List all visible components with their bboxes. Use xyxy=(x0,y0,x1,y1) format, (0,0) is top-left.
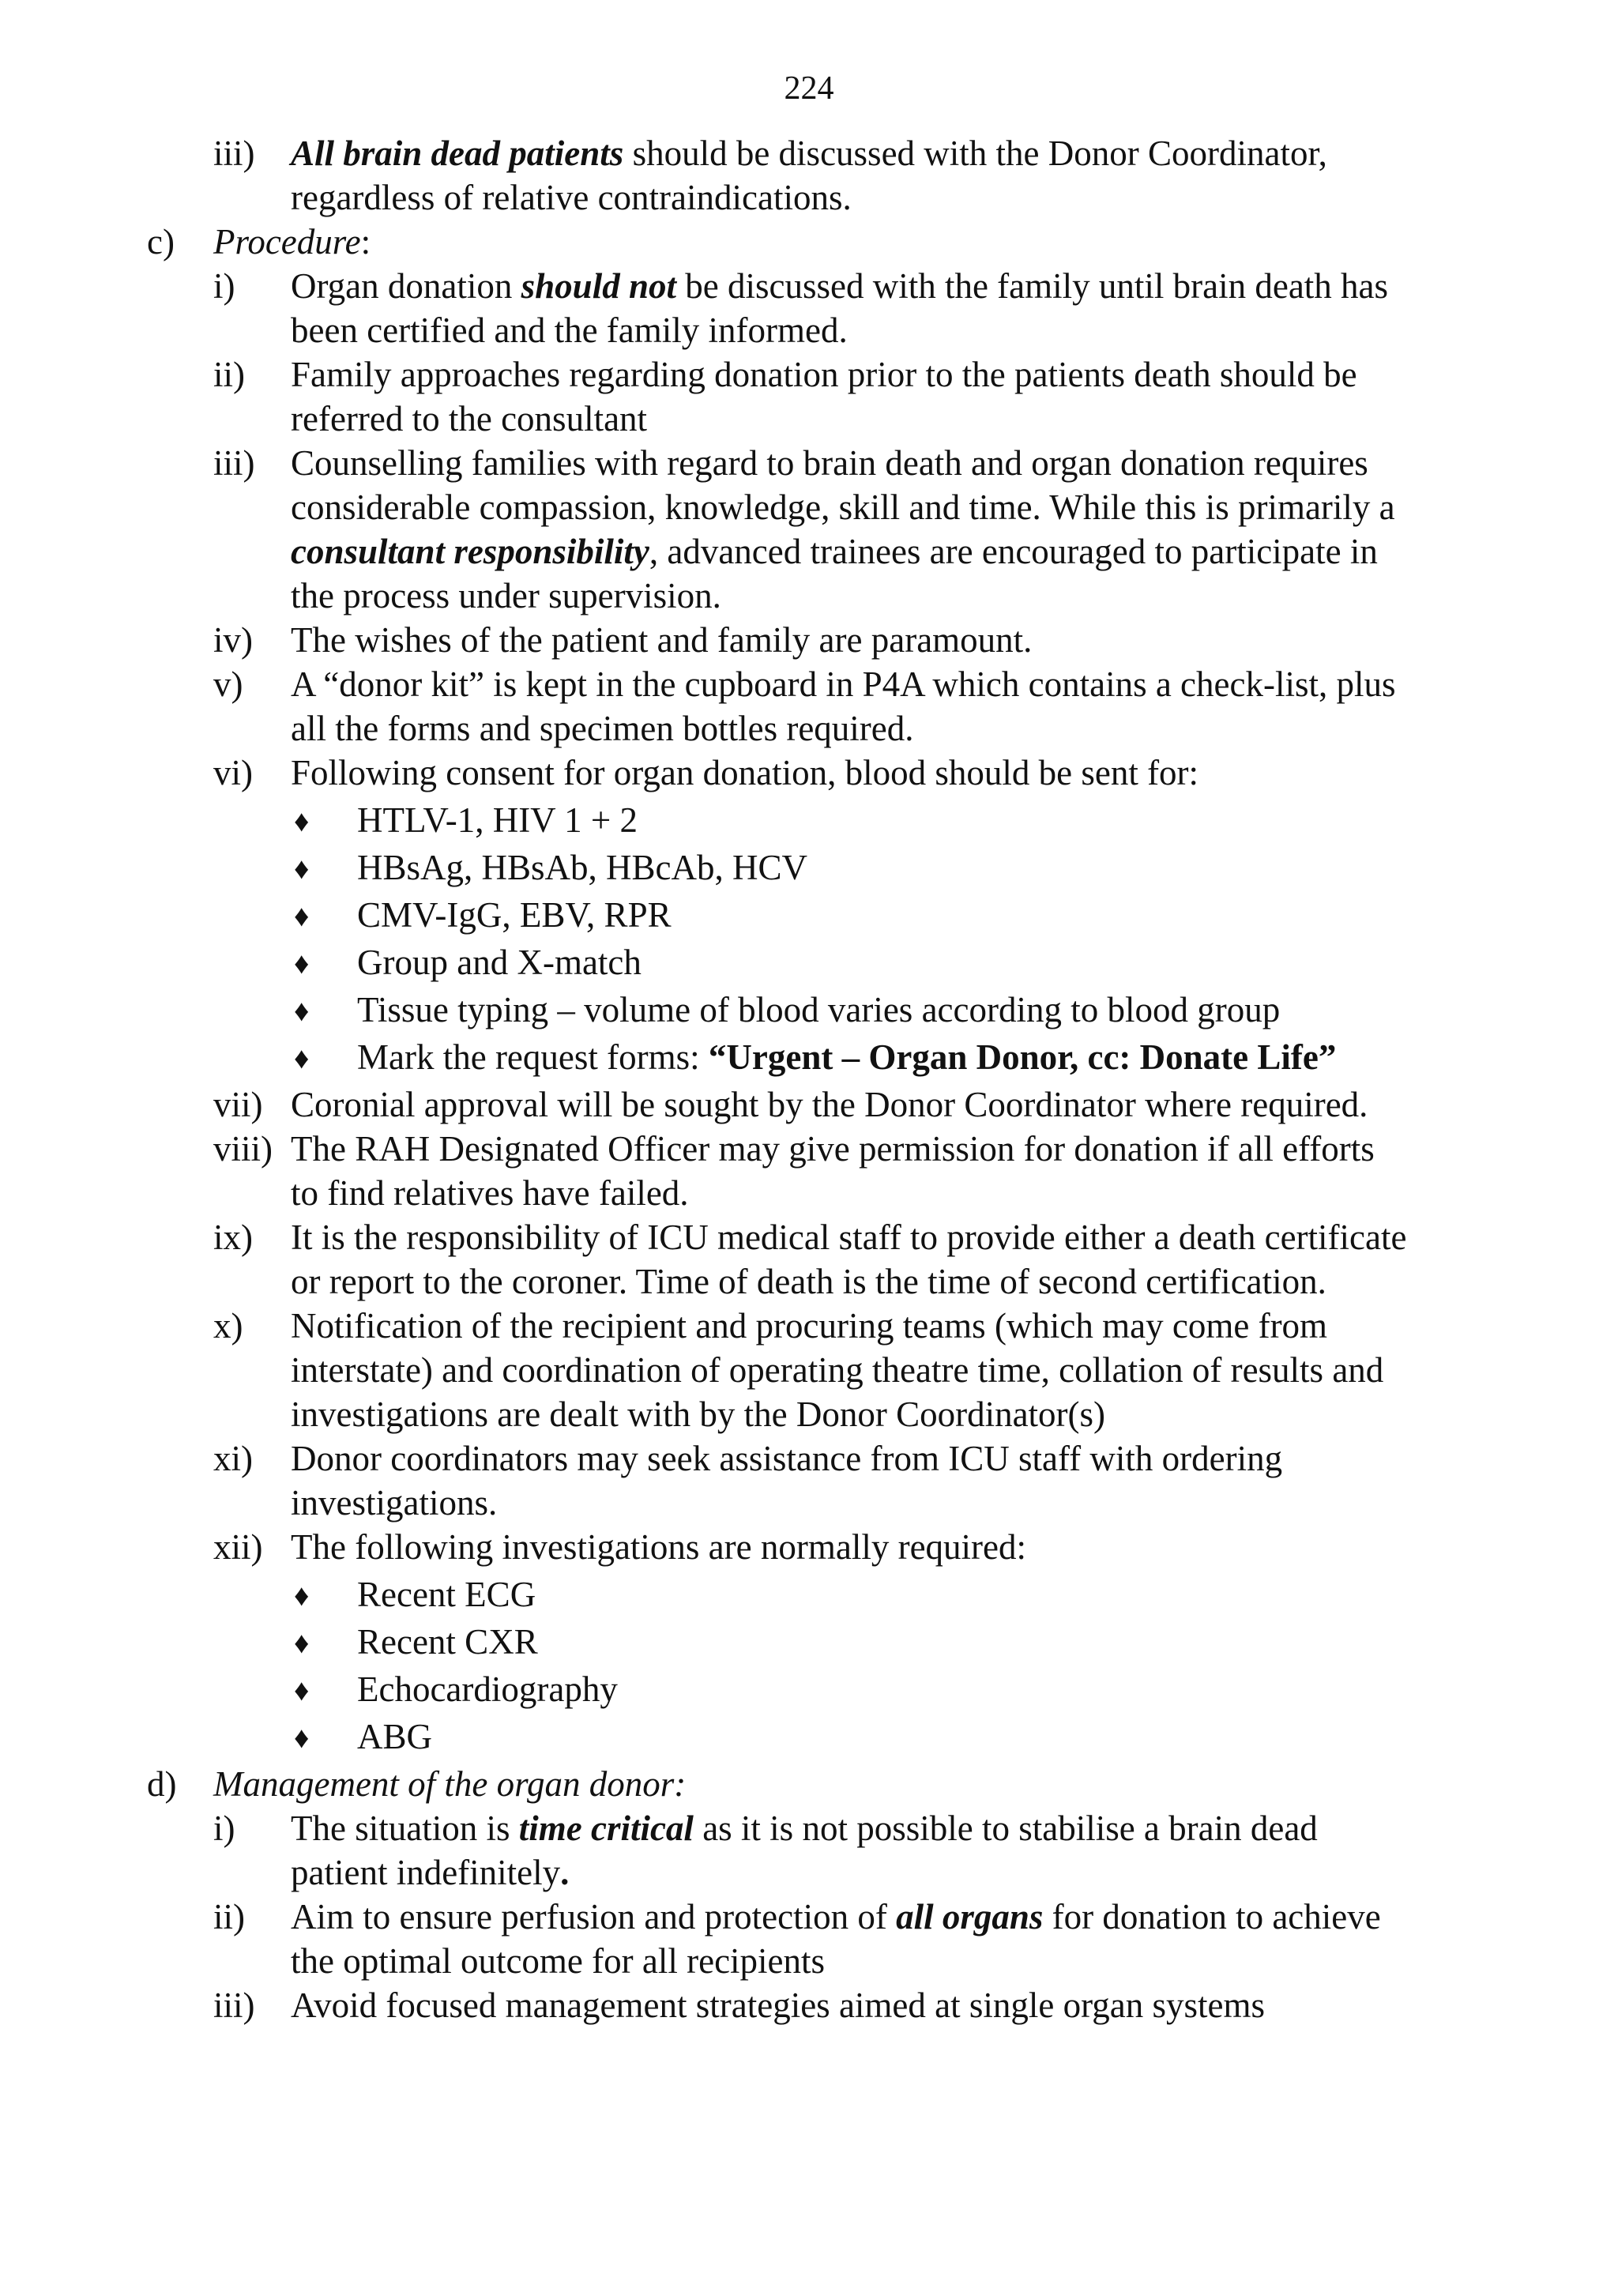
emphasis-text: should not xyxy=(521,266,676,306)
text-line: Family approaches regarding donation prior to the patients death should be xyxy=(291,355,1357,394)
bullet-icon: ♦ xyxy=(294,853,310,886)
text-line: All brain dead patients should be discussed with the Donor Coordinator, xyxy=(291,134,1327,173)
text-line: The wishes of the patient and family are paramount. xyxy=(291,620,1033,660)
item-label: iii) xyxy=(213,443,255,483)
emphasis-text: all organs xyxy=(896,1897,1044,1937)
item-label: x) xyxy=(213,1306,243,1346)
item-label: i) xyxy=(213,1809,235,1848)
bullet-item: Echocardiography xyxy=(357,1669,618,1709)
text-line: consultant responsibility, advanced trainees are encouraged to participate in xyxy=(291,532,1378,571)
bullet-item: Tissue typing – volume of blood varies according to blood group xyxy=(357,990,1281,1029)
text-line: all the forms and specimen bottles required. xyxy=(291,709,914,748)
text-line: Organ donation should not be discussed with the family until brain death has xyxy=(291,266,1389,306)
text-line: The RAH Designated Officer may give permission for donation if all efforts xyxy=(291,1129,1375,1169)
item-label: iii) xyxy=(213,1985,255,2025)
item-label: vii) xyxy=(213,1085,263,1124)
emphasis-text: “Urgent – Organ Donor, cc: Donate Life” xyxy=(708,1037,1337,1077)
bullet-icon: ♦ xyxy=(294,1674,310,1707)
text-line: regardless of relative contraindications. xyxy=(291,178,852,217)
text-line: the optimal outcome for all recipients xyxy=(291,1941,826,1981)
bullet-icon: ♦ xyxy=(294,1579,310,1613)
item-label: v) xyxy=(213,664,243,704)
text-line: interstate) and coordination of operating theatre time, collation of results and xyxy=(291,1350,1384,1390)
text-line: investigations are dealt with by the Donor Coordinator(s) xyxy=(291,1395,1106,1434)
item-label: ii) xyxy=(213,1897,245,1937)
emphasis-text: All brain dead patients xyxy=(291,134,624,173)
text-line: A “donor kit” is kept in the cupboard in P4A which contains a check-list, plus xyxy=(291,664,1396,704)
text-line: to find relatives have failed. xyxy=(291,1173,689,1213)
text-line: Avoid focused management strategies aimed at single organ systems xyxy=(291,1985,1266,2025)
section-heading: Procedure: xyxy=(213,222,371,262)
text-line: The situation is time critical as it is not possible to stabilise a brain dead xyxy=(291,1809,1318,1848)
text-line: the process under supervision. xyxy=(291,576,721,615)
emphasis-text: time critical xyxy=(518,1809,694,1848)
bullet-item: Recent CXR xyxy=(357,1622,538,1662)
page-number: 224 xyxy=(784,70,834,107)
bullet-item: CMV-IgG, EBV, RPR xyxy=(357,895,672,935)
item-label: ii) xyxy=(213,355,245,394)
text-line: or report to the coroner. Time of death is the time of second certification. xyxy=(291,1262,1326,1301)
item-label: iii) xyxy=(213,134,255,173)
text-line: It is the responsibility of ICU medical staff to provide either a death certificate xyxy=(291,1218,1407,1257)
text-line: Coronial approval will be sought by the Donor Coordinator where required. xyxy=(291,1085,1368,1124)
item-label: i) xyxy=(213,266,235,306)
bullet-item: Group and X-match xyxy=(357,943,642,982)
text-line: Aim to ensure perfusion and protection of all organs for donation to achieve xyxy=(291,1897,1381,1937)
bullet-item: Mark the request forms: “Urgent – Organ Donor, cc: Donate Life” xyxy=(357,1037,1337,1077)
bullet-icon: ♦ xyxy=(294,995,310,1028)
emphasis-text: consultant responsibility xyxy=(291,532,649,571)
text-line: been certified and the family informed. xyxy=(291,311,848,350)
text-line: Counselling families with regard to brain death and organ donation requires xyxy=(291,443,1368,483)
item-label: xii) xyxy=(213,1527,263,1567)
bullet-item: Recent ECG xyxy=(357,1575,536,1614)
text-line: Donor coordinators may seek assistance from ICU staff with ordering xyxy=(291,1439,1283,1478)
section-label: d) xyxy=(147,1764,177,1804)
bullet-item: ABG xyxy=(357,1717,433,1756)
bullet-icon: ♦ xyxy=(294,900,310,933)
bullet-icon: ♦ xyxy=(294,805,310,838)
section-heading: Management of the organ donor: xyxy=(213,1764,687,1804)
text-line: Notification of the recipient and procuring teams (which may come from xyxy=(291,1306,1328,1346)
item-label: iv) xyxy=(213,620,253,660)
bullet-item: HBsAg, HBsAb, HBcAb, HCV xyxy=(357,848,808,887)
section-label: c) xyxy=(147,222,175,262)
text-line: Following consent for organ donation, blood should be sent for: xyxy=(291,753,1199,792)
item-label: vi) xyxy=(213,753,253,792)
text-line: patient indefinitely. xyxy=(291,1853,570,1892)
item-label: ix) xyxy=(213,1218,253,1257)
text-line: considerable compassion, knowledge, skill and time. While this is primarily a xyxy=(291,487,1395,527)
bullet-item: HTLV-1, HIV 1 + 2 xyxy=(357,800,638,840)
text-line: The following investigations are normally required: xyxy=(291,1527,1027,1567)
bullet-icon: ♦ xyxy=(294,1042,310,1075)
item-label: xi) xyxy=(213,1439,253,1478)
item-label: viii) xyxy=(213,1129,273,1169)
text-line: referred to the consultant xyxy=(291,399,648,438)
bullet-icon: ♦ xyxy=(294,1627,310,1660)
text-line: investigations. xyxy=(291,1483,498,1523)
bullet-icon: ♦ xyxy=(294,1722,310,1755)
bullet-icon: ♦ xyxy=(294,947,310,981)
